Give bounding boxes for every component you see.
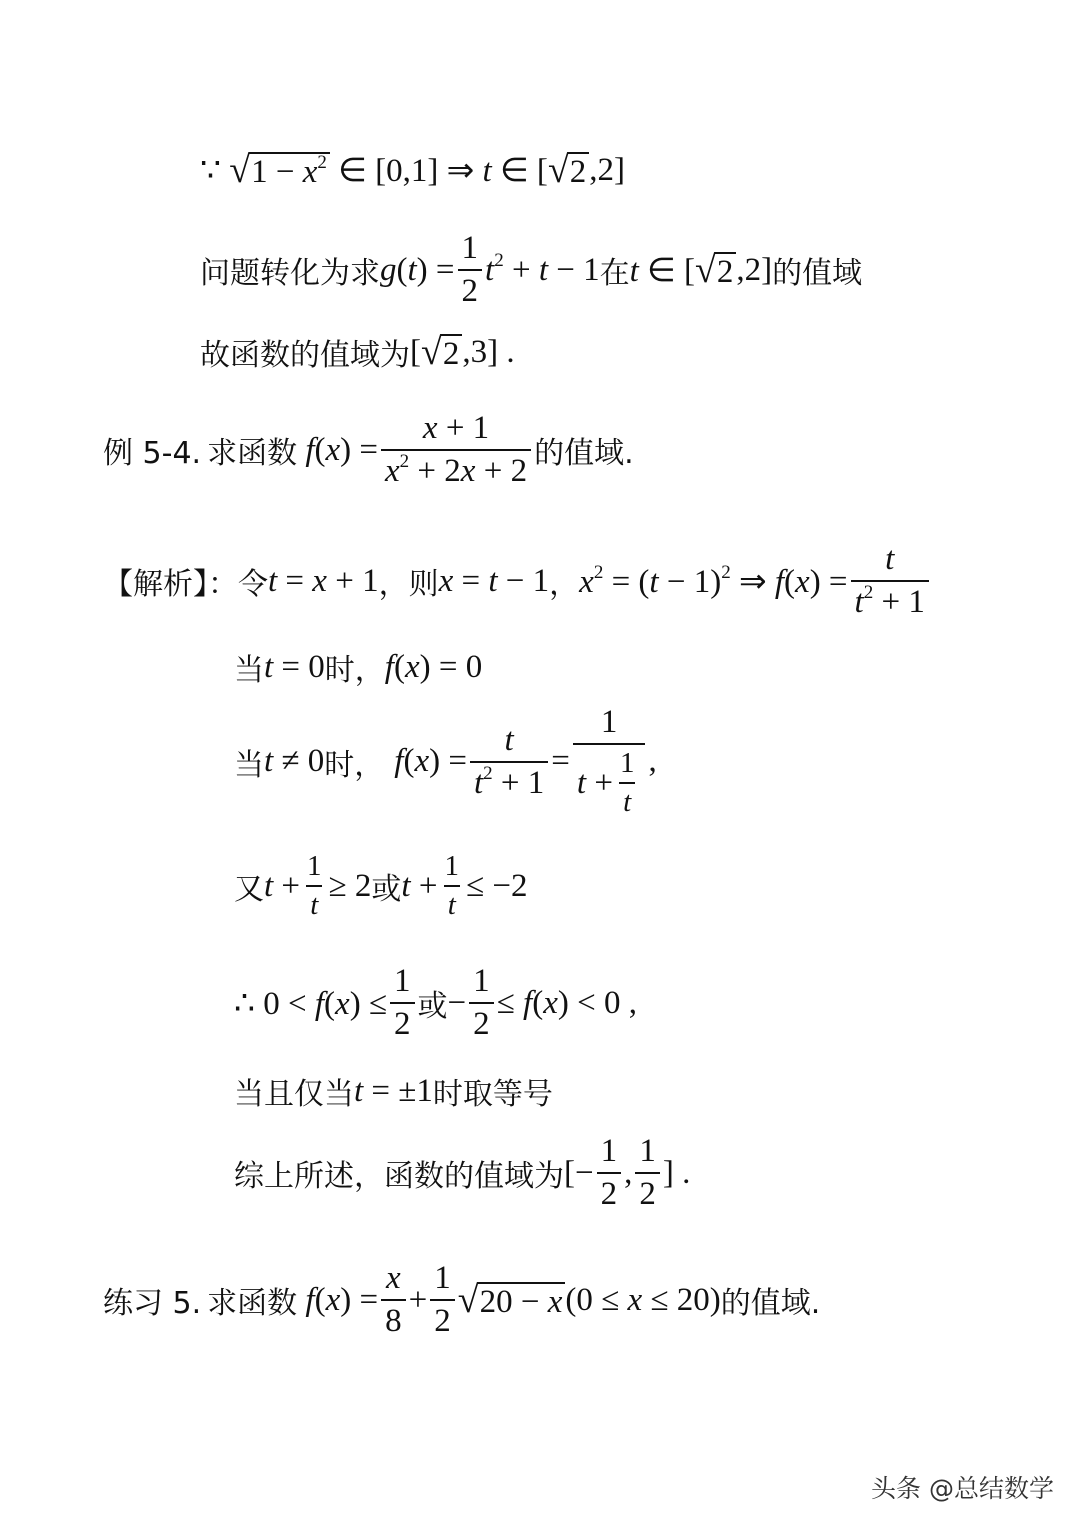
sqrt-2: √ 2 [548, 151, 589, 189]
text-summary: 综上所述，函数的值域为 [234, 1159, 564, 1194]
fraction-1-over-tp1t: 1 t + $\frac{1}{t}$ [573, 706, 646, 817]
sqrt-2b: √ 2 [695, 251, 736, 289]
sqrt-2c: √ 2 [421, 333, 462, 371]
text-when-2: 当 [234, 747, 264, 783]
text-let: 令 [238, 567, 268, 602]
fraction-1-over-t: $\frac{1}{t}$ [619, 747, 635, 818]
text-when-time-2: 时， [324, 747, 385, 783]
fraction-half-b: $\frac{1}{2}$ [390, 965, 415, 1041]
text-comma: ， [549, 567, 580, 602]
text-or-2: 或 [417, 989, 448, 1024]
fraction-half-c: $\frac{1}{2}$ [469, 965, 494, 1041]
practice-label: 练习 5. [103, 1286, 202, 1321]
line-sqrt-range: ∵ √ $1 - x^2$ ∈ [0,1] ⇒ t ∈ [ √ 2 ,2] [200, 149, 626, 191]
fraction-half-d: $\frac{1}{2}$ [597, 1135, 622, 1211]
line-therefore: ∴ 0 < f(x) ≤ $\frac{1}{2}$ 或 − $\frac{1}{2}$ ≤ f(x) < 0 , [234, 963, 637, 1042]
line-also: 又 t + $\frac{1}{t}$ ≥ 2 或 t + $\frac{1}{t}$ ≤ −2 [234, 850, 528, 921]
example-suffix: 的值域. [534, 436, 634, 471]
fraction-half-f: $\frac{1}{2}$ [430, 1262, 455, 1338]
practice-text: 求函数 [207, 1286, 298, 1321]
practice-5: 练习 5. 求函数 f(x) = $\frac{x}{8}$ + $\frac{1}{2}$ √ 20 − x (0 ≤ x ≤ 20) 的值域. [103, 1260, 821, 1339]
solution-label: 【解析】： [103, 567, 238, 602]
sqrt-20-minus-x: √ 20 − x [458, 1281, 566, 1319]
fraction-1-over-t-b: $\frac{1}{t}$ [307, 850, 322, 921]
text-when: 当 [234, 653, 264, 688]
fraction-t-over-t2p1: $\frac{t}{t^2 + 1}$ [851, 543, 929, 619]
text-then: ，则 [378, 567, 439, 602]
text-equality: 时取等号 [432, 1077, 553, 1112]
fraction-half-e: $\frac{1}{2}$ [635, 1135, 660, 1211]
case-t-nonzero: 当 t ≠ 0 时， f(x) = $\frac{t}{t^2 + 1}$ = 1 t + $\frac{1}{t}$ , [234, 704, 657, 818]
text-also: 又 [234, 872, 264, 907]
case-t-zero: 当 t = 0 时， f(x) = 0 [234, 645, 482, 689]
text-conclusion: 故函数的值域为 [200, 338, 410, 373]
text-value-range: 的值域 [772, 256, 863, 291]
practice-suffix: 的值域. [720, 1286, 821, 1321]
text-when-time: 时， [324, 653, 385, 688]
fraction-1-over-t-c: $\frac{1}{t}$ [444, 850, 459, 921]
watermark: 头条 @总结数学 [871, 1474, 1054, 1503]
text-in: 在 [599, 256, 630, 291]
text-or: 或 [371, 872, 402, 907]
solution-header: 【解析】： 令 t = x + 1 ，则 x = t − 1 ， $x^2 = (t - 1)^2$ ⇒ f(x) = $\frac{t}{t^2 + 1}$ [103, 543, 932, 619]
example-5-4: 例 5-4. 求函数 f(x) = $\frac{x + 1}{x^2 + 2x + 2}$ 的值域. [103, 410, 634, 489]
fraction-t-over-t2p1-b: $\frac{t}{t^2 + 1}$ [470, 724, 548, 800]
fraction-example: $\frac{x + 1}{x^2 + 2x + 2}$ [381, 412, 531, 488]
fraction-x-over-8: $\frac{x}{8}$ [381, 1262, 406, 1338]
fraction-half: $\frac{1}{2}$ [458, 232, 483, 308]
text-iff: 当且仅当 [234, 1077, 354, 1112]
line-conclusion-1: 故函数的值域为 [ √ 2 ,3] . [200, 331, 515, 373]
line-equality: 当且仅当 t = ±1 时取等号 [234, 1069, 553, 1113]
line-problem-transform: 问题转化为求 g(t) = $\frac{1}{2}$ $t^2 + t - 1$ 在 t ∈ [ √ 2 ,2] 的值域 [200, 230, 863, 309]
text-problem-transform: 问题转化为求 [200, 256, 380, 291]
line-summary: 综上所述，函数的值域为 [− $\frac{1}{2}$ , $\frac{1}{2}$ ] . [234, 1133, 691, 1212]
example-text: 求函数 [207, 436, 298, 471]
sqrt-1-minus-x2: √ $1 - x^2$ [229, 151, 330, 189]
example-label: 例 5-4. [103, 436, 202, 471]
